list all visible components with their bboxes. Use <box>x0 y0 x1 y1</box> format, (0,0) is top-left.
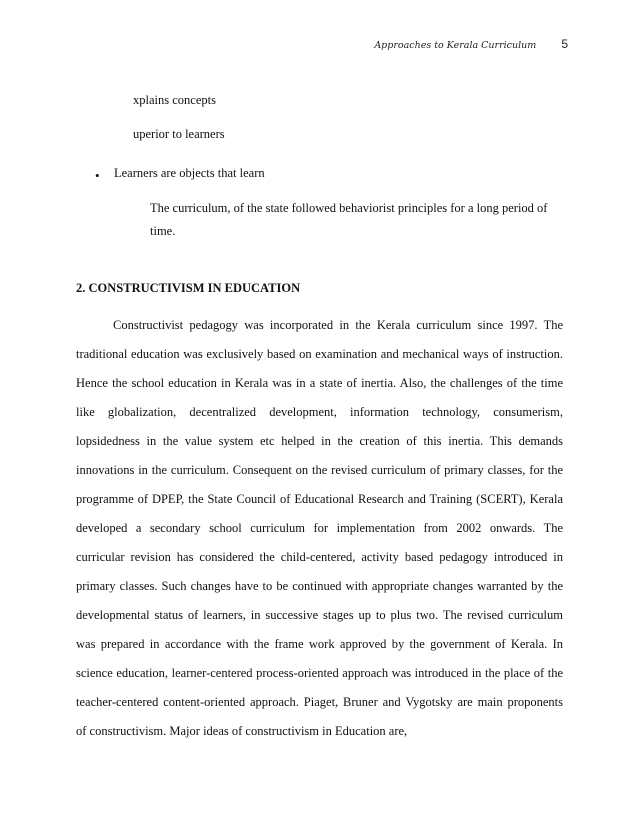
section-heading: 2. CONSTRUCTIVISM IN EDUCATION <box>76 281 301 295</box>
paragraph-line: was prepared in accordance with the frame work approved by the government of Kerala. In <box>76 637 563 651</box>
running-title: Approaches to Kerala Curriculum <box>374 40 537 51</box>
paragraph-line: curricular revision has considered the child-centered, activity based pedagogy introduced in <box>76 550 563 564</box>
paragraph-line: teacher-centered content-oriented approach. Piaget, Bruner and Vygotsky are main proponents <box>76 695 563 709</box>
paragraph-line: Hence the school education in Kerala was in a state of inertia. Also, the challenges of the time <box>76 376 563 390</box>
indented-note-line-1: The curriculum, of the state followed behaviorist principles for a long period of <box>150 201 548 215</box>
fragment-line-1: xplains concepts <box>133 93 216 107</box>
paragraph-line: lopsidedness in the value system etc helped in the creation of this inertia. This demands <box>76 434 563 448</box>
paragraph-line: primary classes. Such changes have to be continued with appropriate changes warranted by the <box>76 579 563 593</box>
page-number: 5 <box>561 37 568 51</box>
paragraph-line: like globalization, decentralized development, information technology, consumerism, <box>76 405 563 419</box>
paragraph-line: developmental status of learners, in successive stages up to plus two. The revised curriculum <box>76 608 563 622</box>
paragraph-line: traditional education was exclusively based on examination and mechanical ways of instruction. <box>76 347 563 361</box>
indented-note-line-2: time. <box>150 224 176 238</box>
fragment-line-2: uperior to learners <box>133 127 225 141</box>
paragraph-line: of constructivism. Major ideas of constructivism in Education are, <box>76 724 408 738</box>
bullet-text: Learners are objects that learn <box>114 166 265 180</box>
bullet-icon: • <box>95 168 100 183</box>
paragraph-line: programme of DPEP, the State Council of Educational Research and Training (SCERT), Kerala <box>76 492 563 506</box>
paragraph-line: science education, learner-centered process-oriented approach was introduced in the place of the <box>76 666 563 680</box>
paragraph-line: developed a secondary school curriculum for implementation from 2002 onwards. The <box>76 521 563 535</box>
running-header <box>374 37 568 51</box>
paragraph-line: Constructivist pedagogy was incorporated in the Kerala curriculum since 1997. The <box>113 318 563 332</box>
paragraph-line: innovations in the curriculum. Consequent on the revised curriculum of primary classes, for the <box>76 463 563 477</box>
